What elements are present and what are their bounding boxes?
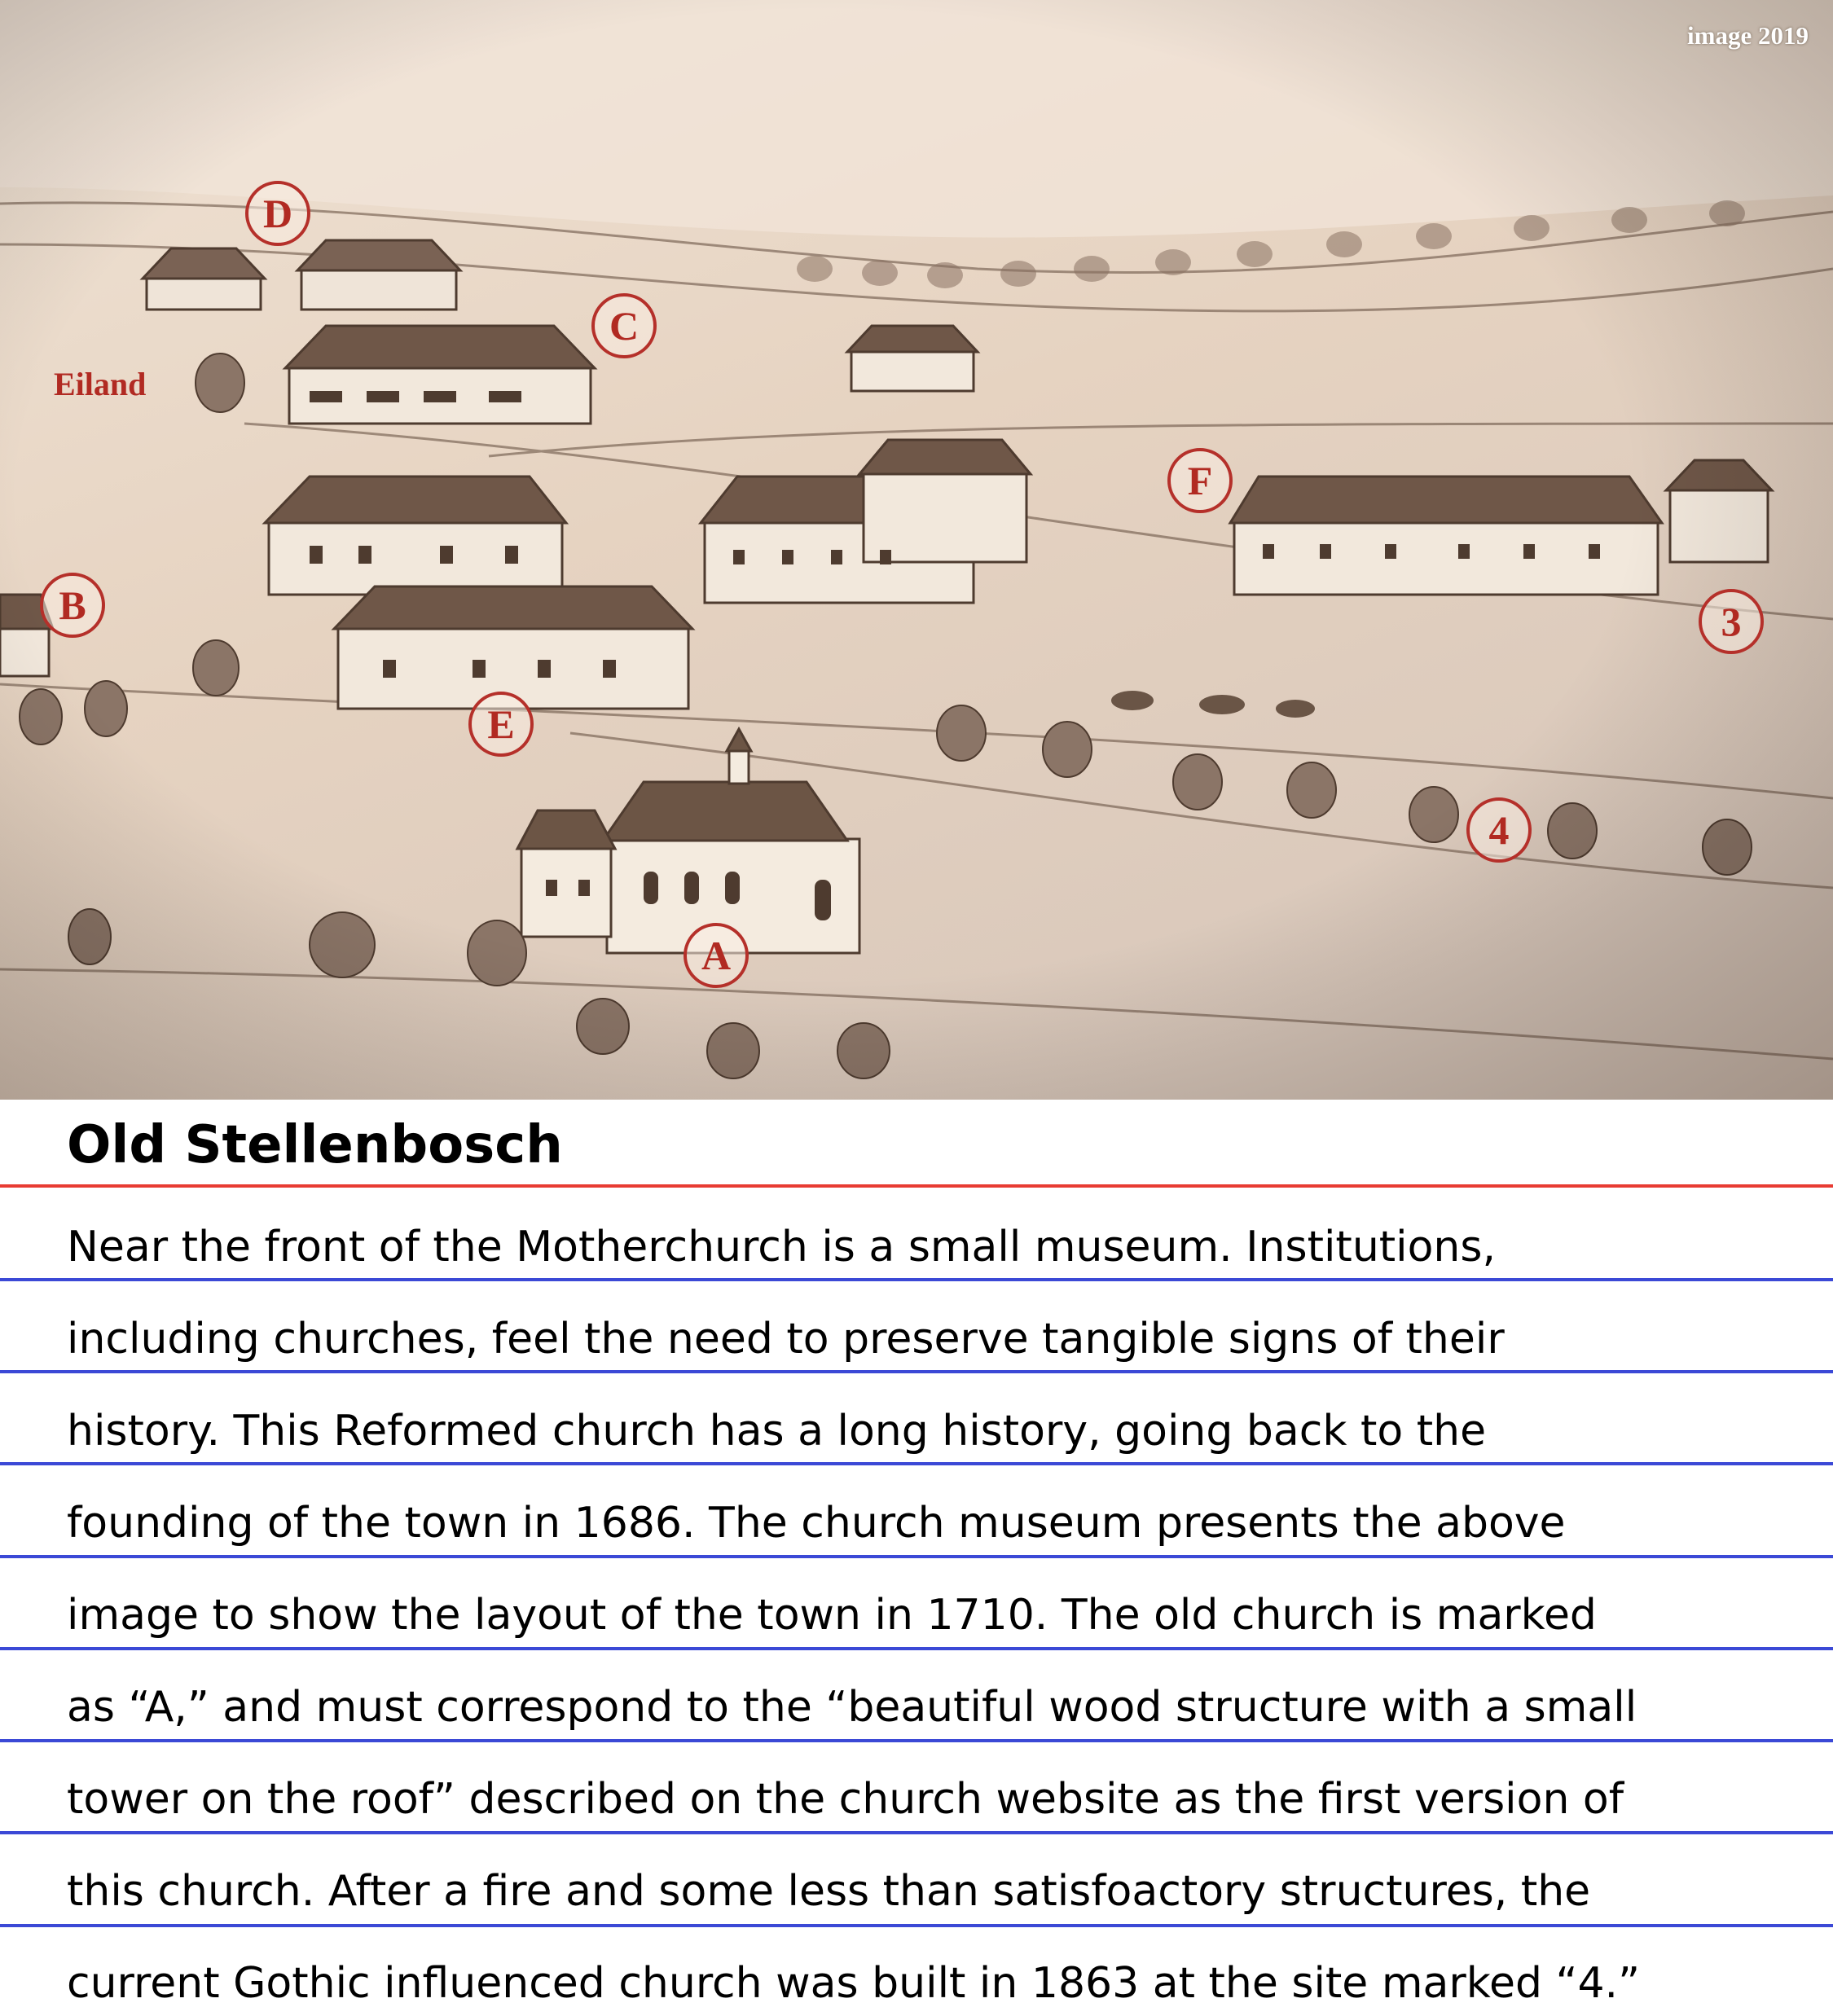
- caption-line: founding of the town in 1686. The church museum presents the above: [67, 1499, 1566, 1548]
- line-rule: [0, 1555, 1833, 1558]
- caption-line: image to show the layout of the town in 1710. The old church is marked: [67, 1591, 1597, 1640]
- map-marker-4: 4: [1466, 797, 1532, 863]
- caption-line: including churches, feel the need to preserve tangible signs of their: [67, 1315, 1505, 1364]
- line-rule: [0, 1370, 1833, 1373]
- caption-line: Near the front of the Motherchurch is a small museum. Institutions,: [67, 1223, 1497, 1272]
- map-marker-f: F: [1167, 448, 1233, 513]
- title-rule: [0, 1184, 1833, 1188]
- caption-line: as “A,” and must correspond to the “beautiful wood structure with a small: [67, 1683, 1637, 1732]
- map-marker-c: C: [591, 293, 657, 358]
- map-marker-e: E: [468, 692, 534, 757]
- caption-line: current Gothic influenced church was built in 1863 at the site marked “4.”: [67, 1959, 1641, 2008]
- caption-line: tower on the roof” described on the church website as the first version of: [67, 1775, 1624, 1824]
- line-rule: [0, 1647, 1833, 1650]
- line-rule: [0, 1462, 1833, 1465]
- caption-title: Old Stellenbosch: [67, 1115, 563, 1175]
- map-marker-d: D: [245, 181, 310, 246]
- map-marker-3: 3: [1699, 589, 1764, 654]
- map-marker-a: A: [684, 923, 749, 988]
- line-rule: [0, 1739, 1833, 1742]
- line-rule: [0, 1831, 1833, 1834]
- place-label-eiland: Eiland: [54, 366, 147, 402]
- image-credit: image 2019: [1687, 21, 1809, 50]
- line-rule: [0, 1924, 1833, 1927]
- caption-line: history. This Reformed church has a long history, going back to the: [67, 1407, 1487, 1456]
- map-marker-b: B: [40, 573, 105, 638]
- line-rule: [0, 1278, 1833, 1281]
- caption-line: this church. After a fire and some less than satisfoactory structures, the: [67, 1867, 1591, 1916]
